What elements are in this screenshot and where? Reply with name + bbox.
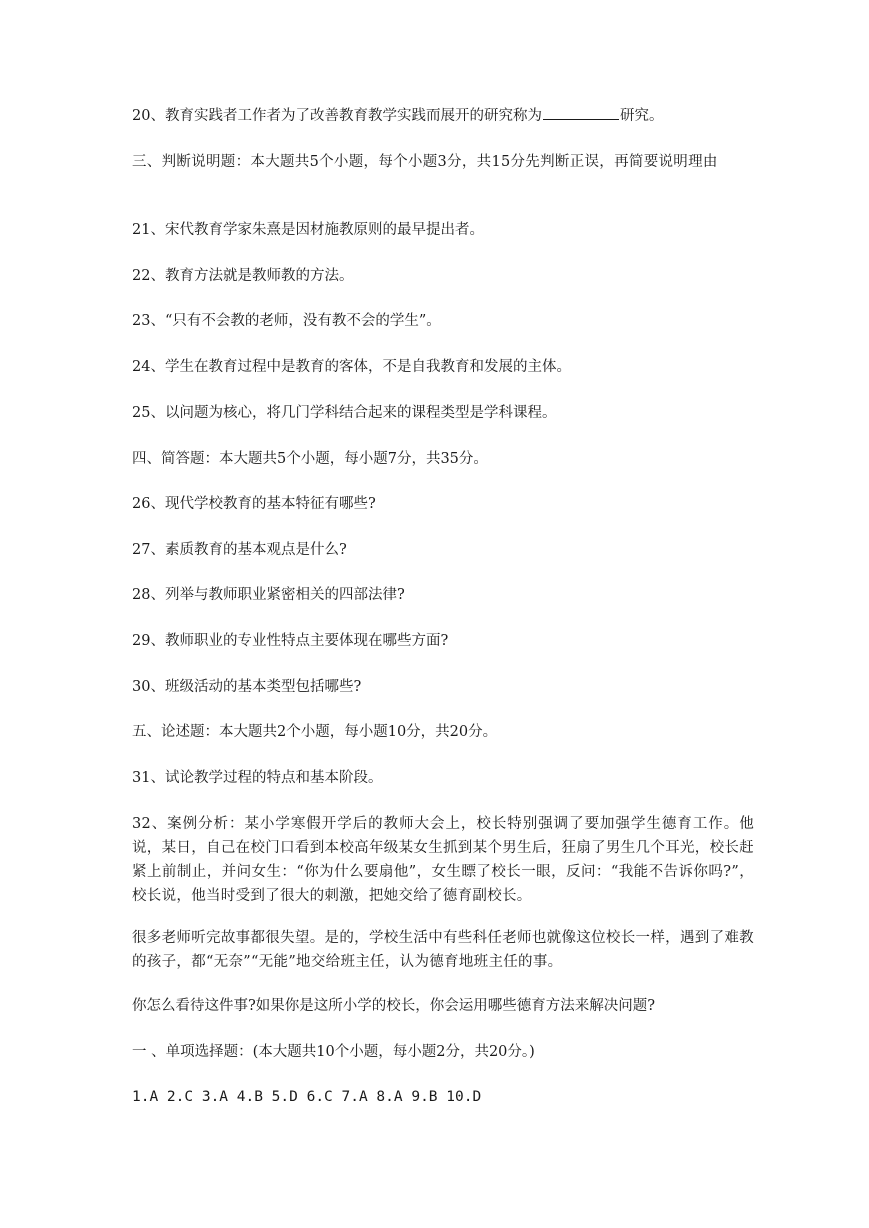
answers-line: 1.A 2.C 3.A 4.B 5.D 6.C 7.A 8.A 9.B 10.D [132, 1089, 482, 1105]
question-29: 29、教师职业的专业性特点主要体现在哪些方面? [132, 633, 449, 649]
question-20-suffix: 研究。 [619, 108, 664, 124]
question-20-text: 20、教育实践者工作者为了改善教育教学实践而展开的研究称为 [132, 108, 542, 124]
question-28: 28、列举与教师职业紧密相关的四部法律? [132, 587, 405, 603]
fill-in-blank [543, 105, 619, 120]
question-20 [132, 104, 752, 128]
question-32-paragraph-2: 很多老师听完故事都很失望。是的，学校生活中有些科任老师也就像这位校长一样，遇到了难教的孩子，都“无奈”“无能”地交给班主任，认为德育地班主任的事。 [132, 930, 754, 970]
question-26: 26、现代学校教育的基本特征有哪些? [132, 496, 376, 512]
section-4-header: 四、简答题：本大题共5个小题，每小题7分，共35分。 [132, 451, 488, 467]
section-5-header: 五、论述题：本大题共2个小题，每小题10分，共20分。 [132, 724, 498, 740]
section-3-header: 三、判断说明题：本大题共5个小题，每个小题3分，共15分先判断正误，再简要说明理由 [132, 154, 718, 170]
question-24: 24、学生在教育过程中是教育的客体，不是自我教育和发展的主体。 [132, 359, 571, 375]
question-25: 25、以问题为核心，将几门学科结合起来的课程类型是学科课程。 [132, 405, 557, 421]
question-21: 21、宋代教育学家朱熹是因材施教原则的最早提出者。 [132, 222, 484, 238]
question-22: 22、教育方法就是教师教的方法。 [132, 268, 354, 284]
question-23: 23、“只有不会教的老师，没有教不会的学生”。 [132, 313, 441, 329]
question-32-case: 32、案例分析：某小学寒假开学后的教师大会上，校长特别强调了要加强学生德育工作。他说，某日，自己在校门口看到本校高年级某女生抓到某个男生后，狂扇了男生几个耳光，校长赶紧上前制止，并问女生：“你为什么要扇他”，女生瞟了校长一眼，反问：“我能不告诉你吗?”，校长说，他当时受到了很大的刺激，把她交给了德育副校长。 [132, 816, 754, 904]
question-31: 31、试论教学过程的特点和基本阶段。 [132, 770, 383, 786]
question-32-prompt: 你怎么看待这件事?如果你是这所小学的校长，你会运用哪些德育方法来解决问题? [132, 998, 656, 1014]
question-27: 27、素质教育的基本观点是什么? [132, 542, 347, 558]
answer-section-1-header: 一 、单项选择题：(本大题共10个小题，每小题2分，共20分。) [132, 1044, 535, 1060]
question-30: 30、班级活动的基本类型包括哪些? [132, 679, 362, 695]
